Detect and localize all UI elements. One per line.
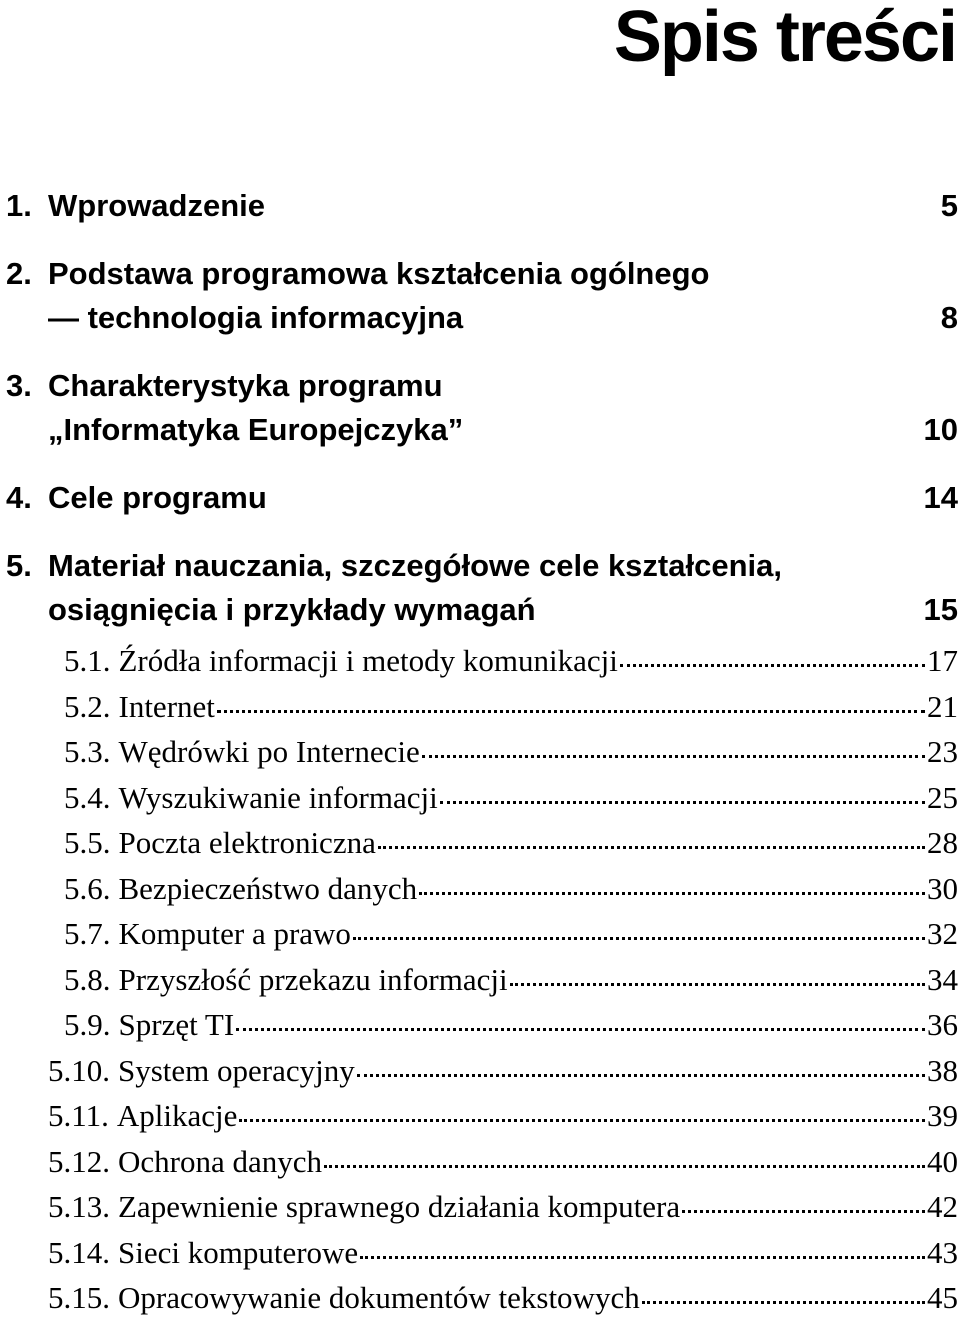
section-page-number: 17 — [927, 643, 958, 678]
section-number: 5.2. — [64, 688, 111, 724]
section-page-number: 21 — [927, 688, 958, 724]
page-title: Spis treści — [613, 0, 956, 77]
dot-leader — [217, 709, 925, 713]
toc-section-entry[interactable] — [48, 1184, 958, 1230]
chapter-page-number: 8 — [940, 300, 958, 335]
section-page-number: 45 — [927, 1280, 958, 1315]
chapter-number: 1. — [6, 188, 32, 223]
chapter-number: 4. — [6, 480, 32, 515]
section-title: Ochrona danych — [118, 1143, 322, 1179]
chapter-title-line: Podstawa programowa kształcenia ogólnego — [48, 256, 710, 291]
chapter-title-line: osiągnięcia i przykłady wymagań — [48, 592, 536, 627]
section-page-number: 28 — [927, 825, 958, 860]
chapter-page-number: 5 — [940, 188, 958, 223]
section-title: Sprzęt TI — [118, 1007, 235, 1042]
section-title: System operacyjny — [118, 1052, 355, 1088]
chapter-title-line: Wprowadzenie — [48, 188, 266, 223]
dot-leader — [422, 754, 925, 758]
dot-leader — [419, 891, 925, 895]
section-number: 5.12. — [48, 1143, 110, 1179]
section-page-number: 40 — [927, 1143, 958, 1179]
toc-chapter-entry[interactable] — [6, 364, 958, 452]
dot-leader — [360, 1255, 925, 1259]
section-title: Opracowywanie dokumentów tekstowych — [118, 1280, 640, 1315]
section-title: Zapewnienie sprawnego działania komputera — [118, 1189, 681, 1224]
chapter-title-line: Cele programu — [48, 480, 267, 515]
chapter-number: 5. — [6, 548, 32, 583]
toc-section-entry[interactable] — [48, 866, 958, 912]
toc-section-entry[interactable] — [48, 1275, 958, 1321]
toc-section-entry[interactable] — [48, 638, 958, 684]
toc-section-entry[interactable] — [48, 1139, 958, 1185]
toc-section-entry[interactable] — [48, 775, 958, 821]
toc-section-entry[interactable] — [48, 684, 958, 730]
chapter-title-line: Charakterystyka programu — [48, 368, 443, 403]
toc-chapter-entry[interactable] — [6, 252, 958, 340]
toc-section-entry[interactable] — [48, 1093, 958, 1139]
section-page-number: 38 — [927, 1052, 958, 1088]
toc-chapter-entry[interactable] — [6, 476, 958, 520]
section-number: 5.15. — [48, 1280, 110, 1315]
section-number: 5.5. — [64, 825, 111, 860]
section-number: 5.10. — [48, 1052, 110, 1088]
dot-leader — [236, 1027, 925, 1031]
chapter-title — [48, 252, 941, 340]
toc-section-entry[interactable] — [48, 1230, 958, 1276]
chapter-title-line: — technologia informacyjna — [48, 300, 464, 335]
chapter-title-line: Materiał nauczania, szczegółowe cele kształcenia, — [48, 548, 782, 583]
section-page-number: 25 — [927, 779, 958, 815]
section-list — [48, 638, 958, 1321]
chapter-page-number: 15 — [923, 592, 958, 627]
chapter-number: 2. — [6, 256, 32, 291]
section-number: 5.4. — [64, 779, 111, 815]
dot-leader — [353, 936, 925, 940]
section-number: 5.11. — [48, 1098, 109, 1133]
dot-leader — [642, 1300, 925, 1304]
section-title: Aplikacje — [116, 1098, 238, 1133]
section-title: Internet — [118, 688, 215, 724]
section-number: 5.3. — [64, 734, 111, 769]
dot-leader — [324, 1164, 925, 1168]
chapter-title — [48, 184, 941, 228]
section-title: Przyszłość przekazu informacji — [118, 961, 508, 997]
section-number: 5.13. — [48, 1189, 110, 1224]
chapter-list — [6, 184, 958, 656]
toc-section-entry[interactable] — [48, 957, 958, 1003]
section-number: 5.14. — [48, 1234, 110, 1270]
section-number: 5.1. — [64, 643, 111, 678]
toc-chapter-entry[interactable] — [6, 184, 958, 228]
toc-section-entry[interactable] — [48, 729, 958, 775]
chapter-title — [48, 364, 924, 452]
section-page-number: 34 — [927, 961, 958, 997]
section-number: 5.8. — [64, 961, 111, 997]
chapter-title — [48, 544, 924, 632]
toc-section-entry[interactable] — [48, 820, 958, 866]
section-page-number: 23 — [927, 734, 958, 769]
section-number: 5.9. — [64, 1007, 111, 1042]
section-page-number: 43 — [927, 1234, 958, 1270]
chapter-page-number: 10 — [923, 412, 958, 447]
dot-leader — [239, 1118, 925, 1122]
dot-leader — [378, 845, 925, 849]
dot-leader — [357, 1073, 925, 1077]
dot-leader — [440, 800, 925, 804]
section-title: Wędrówki po Internecie — [118, 734, 420, 769]
chapter-title-line: „Informatyka Europejczyka” — [48, 412, 464, 447]
chapter-number: 3. — [6, 368, 32, 403]
section-title: Źródła informacji i metody komunikacji — [118, 643, 618, 678]
section-number: 5.6. — [64, 870, 111, 906]
section-page-number: 42 — [927, 1189, 958, 1224]
section-title: Poczta elektroniczna — [118, 825, 376, 860]
chapter-title — [48, 476, 924, 520]
section-number: 5.7. — [64, 916, 111, 951]
toc-section-entry[interactable] — [48, 1002, 958, 1048]
toc-chapter-entry[interactable] — [6, 544, 958, 632]
section-page-number: 39 — [927, 1098, 958, 1133]
toc-section-entry[interactable] — [48, 911, 958, 957]
dot-leader — [682, 1209, 925, 1213]
section-page-number: 32 — [927, 916, 958, 951]
section-title: Komputer a prawo — [118, 916, 351, 951]
section-title: Sieci komputerowe — [118, 1234, 359, 1270]
section-page-number: 36 — [927, 1007, 958, 1042]
dot-leader — [510, 982, 925, 986]
section-title: Bezpieczeństwo danych — [118, 870, 418, 906]
dot-leader — [620, 663, 925, 667]
chapter-page-number: 14 — [923, 480, 958, 515]
toc-section-entry[interactable] — [48, 1048, 958, 1094]
section-title: Wyszukiwanie informacji — [118, 779, 438, 815]
section-page-number: 30 — [927, 870, 958, 906]
